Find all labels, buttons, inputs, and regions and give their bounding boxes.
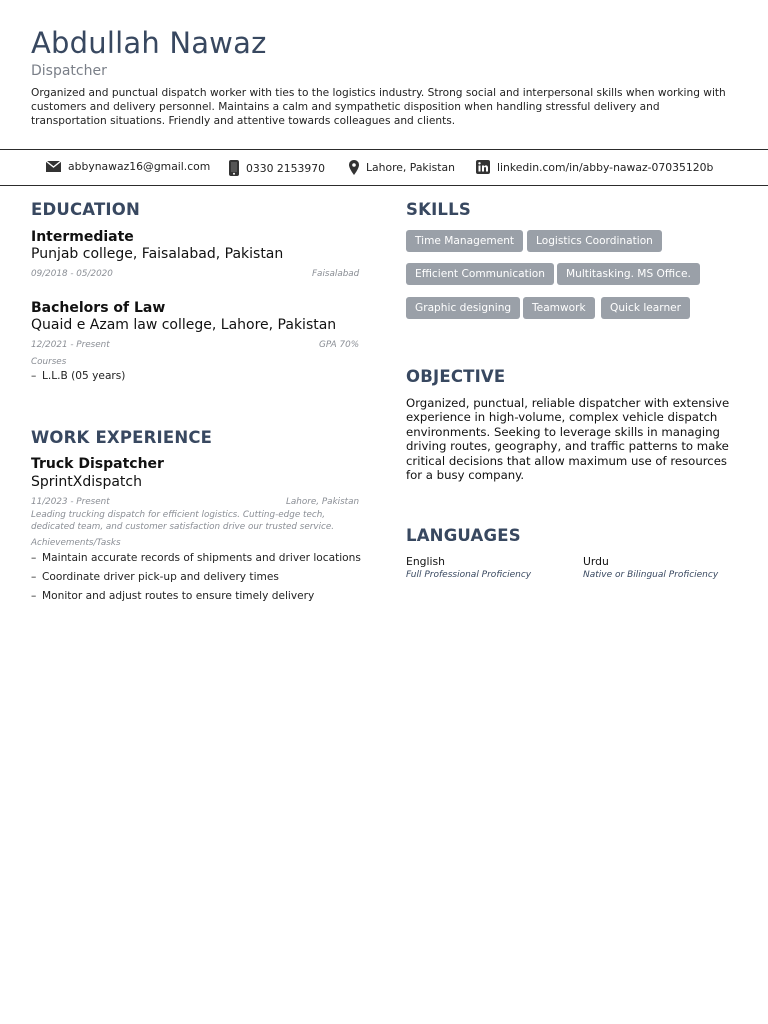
- task-text: Coordinate driver pick-up and delivery times: [42, 571, 279, 583]
- contact-location-text: Lahore, Pakistan: [366, 161, 456, 174]
- envelope-icon: [46, 161, 61, 172]
- work-heading: WORK EXPERIENCE: [31, 428, 213, 447]
- contact-phone[interactable]: [229, 160, 325, 176]
- task-item: – Monitor and adjust routes to ensure timely delivery: [31, 590, 315, 602]
- language-level: Native or Bilingual Proficiency: [583, 570, 719, 580]
- task-text: Monitor and adjust routes to ensure timely delivery: [42, 590, 315, 602]
- job-location: Lahore, Pakistan: [286, 497, 360, 507]
- contact-phone-text: 0330 2153970: [246, 161, 325, 175]
- education-gpa: GPA 70%: [319, 340, 360, 350]
- education-place: Faisalabad: [312, 269, 360, 279]
- map-pin-icon: [349, 160, 359, 175]
- education-degree: Bachelors of Law: [31, 300, 166, 316]
- course-text: L.L.B (05 years): [42, 370, 126, 382]
- contact-bar: [0, 149, 768, 186]
- skills-heading: SKILLS: [406, 200, 471, 219]
- education-school: Punjab college, Faisalabad, Pakistan: [31, 246, 284, 262]
- tasks-label: Achievements/Tasks: [31, 538, 121, 548]
- task-text: Maintain accurate records of shipments and driver locations: [42, 552, 361, 564]
- education-heading: EDUCATION: [31, 200, 140, 219]
- job-description-line: dedicated team, and customer satisfaction drive our trusted service.: [31, 522, 335, 532]
- skill-tag: Time Management: [406, 230, 523, 252]
- task-item: – Coordinate driver pick-up and delivery times: [31, 571, 279, 583]
- language-name: Urdu: [583, 555, 609, 568]
- education-dates: 12/2021 - Present: [31, 340, 110, 350]
- contact-location: [349, 160, 455, 175]
- job-position: Truck Dispatcher: [31, 456, 164, 472]
- skill-tag: Graphic designing: [406, 297, 520, 319]
- language-level: Full Professional Proficiency: [406, 570, 532, 580]
- linkedin-icon: [476, 160, 490, 174]
- contact-linkedin[interactable]: [476, 160, 713, 174]
- job-dates: 11/2023 - Present: [31, 497, 110, 507]
- objective-text: Organized, punctual, reliable dispatcher with extensive experience in high-volume, complex vehicle dispatch environments. Seeking to leverage skills in managing driving routes, geography, and traffic patterns to make critical decisions that allow maximum use of resources for a busy company.: [406, 396, 730, 483]
- education-dates: 09/2018 - 05/2020: [31, 269, 113, 279]
- language-name: English: [406, 555, 445, 568]
- course-item: – L.L.B (05 years): [31, 370, 126, 382]
- skill-tag: Quick learner: [601, 297, 690, 319]
- phone-icon: [229, 160, 239, 176]
- contact-email[interactable]: [46, 160, 210, 173]
- education-degree: Intermediate: [31, 229, 134, 245]
- task-item: – Maintain accurate records of shipments and driver locations: [31, 552, 361, 564]
- candidate-role: Dispatcher: [31, 63, 107, 79]
- education-school: Quaid e Azam law college, Lahore, Pakistan: [31, 317, 337, 333]
- skill-tag: Logistics Coordination: [527, 230, 662, 252]
- courses-label: Courses: [31, 357, 67, 367]
- skill-tag: Efficient Communication: [406, 263, 554, 285]
- contact-email-text: abbynawaz16@gmail.com: [68, 160, 211, 173]
- candidate-name: Abdullah Nawaz: [31, 26, 267, 60]
- languages-heading: LANGUAGES: [406, 526, 521, 545]
- job-company: SprintXdispatch: [31, 474, 142, 490]
- objective-heading: OBJECTIVE: [406, 367, 506, 386]
- skill-tag: Teamwork: [523, 297, 595, 319]
- profile-summary: Organized and punctual dispatch worker with ties to the logistics industry. Strong social and interpersonal skills when working with customers and delivery personnel. Maintains a calm and sympathetic disposition when handling stressful delivery and transportation situations. Friendly and attentive towards colleagues and clients.: [31, 87, 726, 128]
- skill-tag: Multitasking. MS Office.: [557, 263, 700, 285]
- job-description-line: Leading trucking dispatch for efficient logistics. Cutting-edge tech,: [31, 510, 326, 520]
- contact-linkedin-text: linkedin.com/in/abby-nawaz-07035120b: [497, 160, 714, 174]
